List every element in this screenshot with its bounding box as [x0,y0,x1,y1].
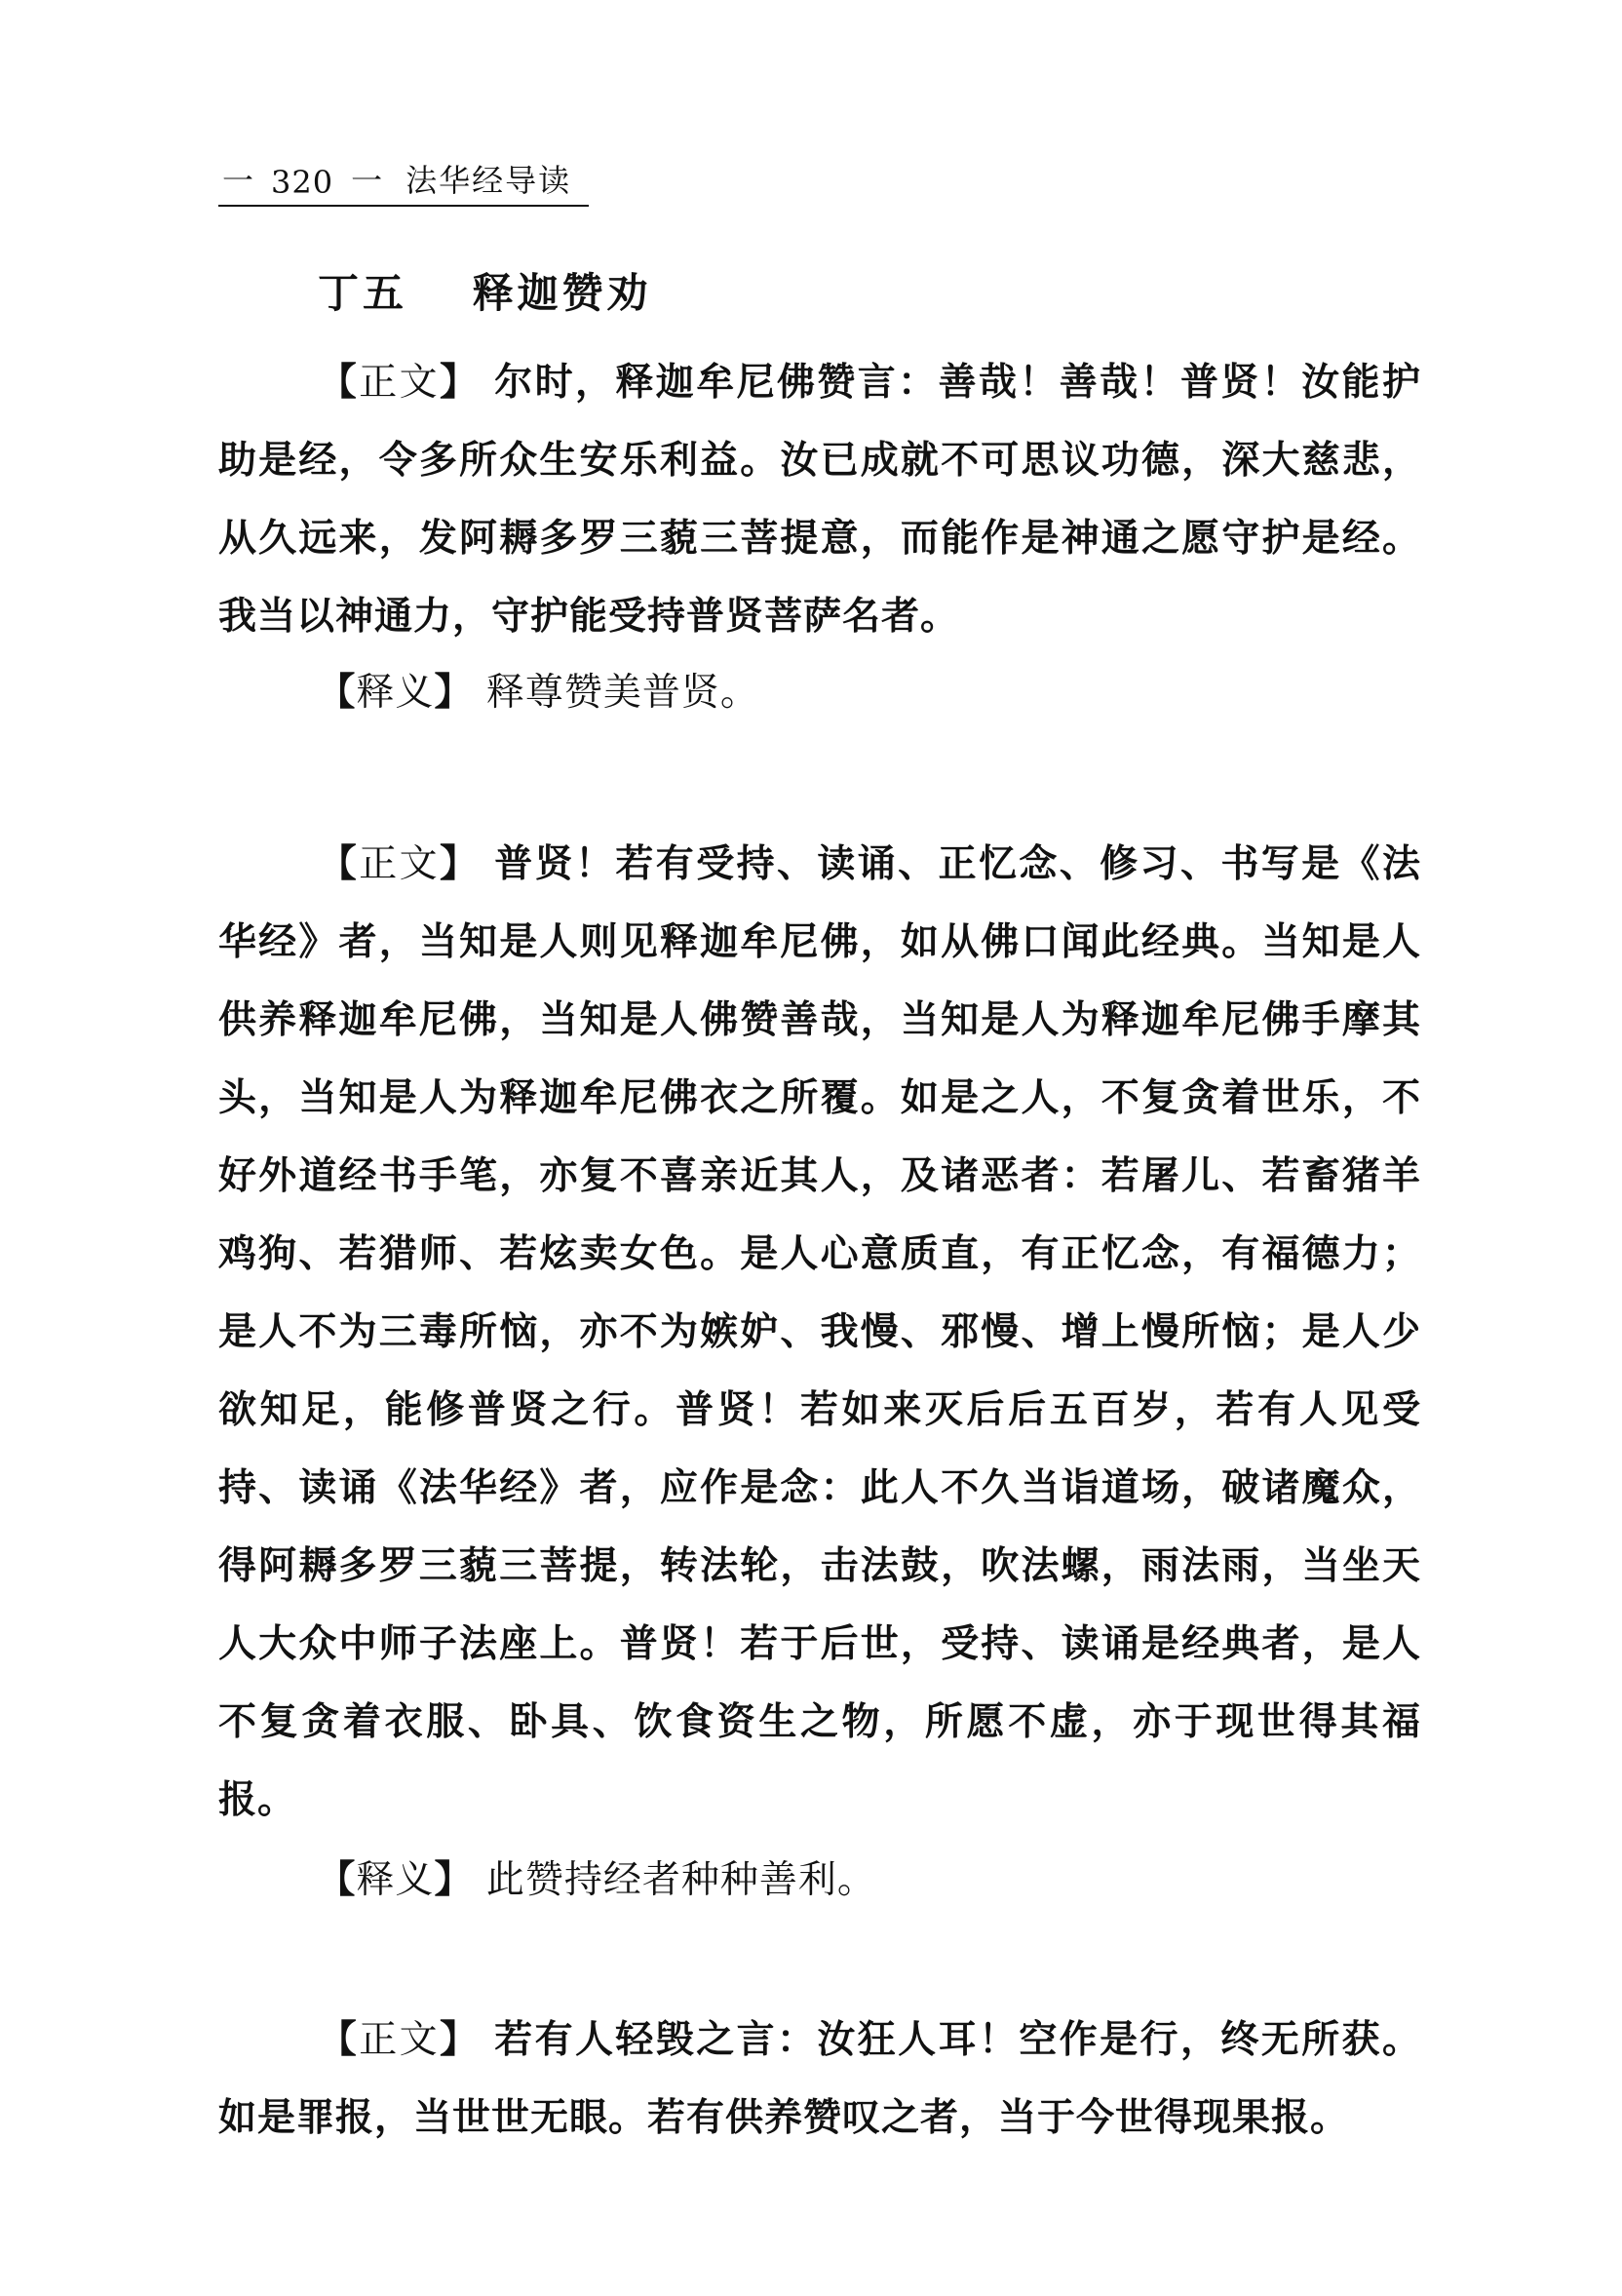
paragraph-text: 若有人轻毁之言：汝狂人耳！空作是行，终无所获。如是罪报，当世世无眼。若有供养赞叹之者，当于今世得现果报。 [218,2018,1421,2140]
paragraph-text: 尔时，释迦牟尼佛赞言：善哉！善哉！普贤！汝能护助是经，令多所众生安乐利益。汝已成就不可思议功德，深大慈悲，从久远来，发阿耨多罗三藐三菩提意，而能作是神通之愿守护是经。我当以神通力，守护能受持普贤菩萨名者。 [218,361,1421,639]
label-shiyi [317,1858,485,1902]
header-dash-right: 一 [351,162,383,199]
label-text: 正文 [359,2018,440,2062]
label-right-bracket: 】 [434,670,474,715]
book-title: 法华经导读 [406,162,572,199]
section-heading [318,261,652,320]
label-left-bracket: 【 [317,670,357,715]
header-dash-left: 一 [222,162,254,199]
page-number: 320 [271,164,334,201]
label-text: 释义 [356,671,435,715]
label-shiyi [317,671,485,715]
label-text: 正文 [359,842,440,886]
label-text: 释义 [356,1858,435,1902]
label-right-bracket: 】 [434,1857,474,1902]
paragraph-text: 此赞持经者种种善利。 [485,1858,876,1902]
label-zhengwen [319,361,494,405]
paragraph-shiyi-2 [218,1841,1421,1920]
label-left-bracket: 【 [318,360,360,405]
paragraph-zhengwen-1 [218,343,1421,656]
label-zhengwen [319,842,494,886]
paragraph-zhengwen-3 [218,2001,1421,2158]
label-left-bracket: 【 [318,2017,360,2062]
label-right-bracket: 】 [440,2017,481,2062]
paragraph-text: 普贤！若有受持、读诵、正忆念、修习、书写是《法华经》者，当知是人则见释迦牟尼佛，如从佛口闻此经典。当知是人供养释迦牟尼佛，当知是人佛赞善哉，当知是人为释迦牟尼佛手摩其头，当知是人为释迦牟尼佛衣之所覆。如是之人，不复贪着世乐，不好外道经书手笔，亦复不喜亲近其人，及诸恶者：若屠儿、若畜猪羊鸡狗、若猎师、若炫卖女色。是人心意质直，有正忆念，有福德力；是人不为三毒所恼，亦不为嫉妒、我慢、邪慢、增上慢所恼；是人少欲知足，能修普贤之行。普贤！若如来灭后后五百岁，若有人见受持、读诵《法华经》者，应作是念：此人不久当诣道场，破诸魔众，得阿耨多罗三藐三菩提，转法轮，击法鼓，吹法螺，雨法雨，当坐天人大众中师子法座上。普贤！若于后世，受持、读诵是经典者，是人不复贪着衣服、卧具、饮食资生之物，所愿不虚，亦于现世得其福报。 [218,842,1421,1822]
label-right-bracket: 】 [440,841,481,886]
section-code: 丁五 [318,269,408,317]
section-title: 释迦赞劝 [472,269,652,317]
label-left-bracket: 【 [317,1857,357,1902]
paragraph-zhengwen-2 [218,825,1421,1840]
label-text: 正文 [359,361,440,405]
label-right-bracket: 】 [440,360,481,405]
paragraph-text: 释尊赞美普贤。 [485,671,759,715]
running-header [218,156,589,207]
label-left-bracket: 【 [318,841,360,886]
paragraph-shiyi-1 [218,653,1421,732]
label-zhengwen [319,2018,494,2062]
